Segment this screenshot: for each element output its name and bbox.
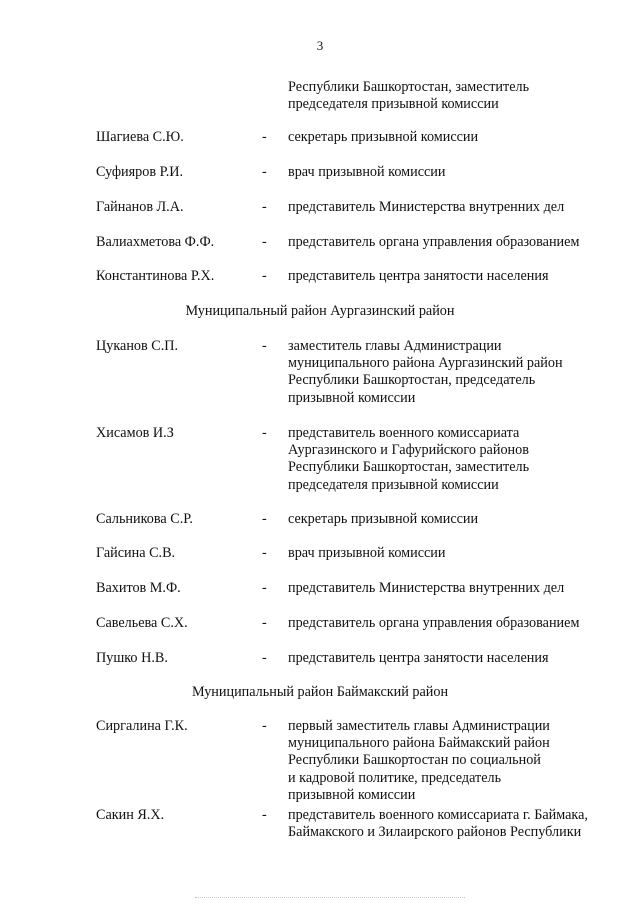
description-line: председателя призывной комиссии	[288, 96, 499, 113]
description-line: представитель Министерства внутренних дел	[288, 580, 565, 596]
member-name: Гайнанов Л.А.	[96, 199, 184, 215]
entry-description	[288, 425, 623, 494]
member-name: Савельева С.Х.	[96, 615, 188, 631]
description-line: представитель военного комиссариата г. Баймака,	[288, 807, 588, 823]
dash-separator: -	[262, 807, 267, 823]
entry-description	[288, 615, 623, 632]
member-name: Константинова Р.Х.	[96, 268, 215, 284]
description-line: Аургазинского и Гафурийского районов	[288, 442, 529, 459]
description-line: представитель военного комиссариата	[288, 425, 520, 441]
description-line: секретарь призывной комиссии	[288, 129, 479, 145]
entry-description	[288, 129, 623, 146]
description-line: муниципального района Аургазинский район	[288, 355, 563, 372]
dash-separator: -	[262, 511, 267, 527]
description-line: первый заместитель главы Администрации	[288, 718, 550, 734]
entry-description	[288, 338, 623, 407]
description-line: врач призывной комиссии	[288, 545, 446, 561]
entry-description	[288, 199, 623, 216]
member-name: Валиахметова Ф.Ф.	[96, 234, 215, 250]
entry-description	[288, 580, 623, 597]
description-line: представитель центра занятости населения	[288, 650, 549, 666]
dash-separator: -	[262, 129, 267, 145]
description-line: врач призывной комиссии	[288, 164, 446, 180]
description-line: Республики Башкортостан по социальной	[288, 752, 541, 769]
description-line: и кадровой политике, председатель	[288, 769, 502, 786]
description-line: представитель центра занятости населения	[288, 268, 549, 284]
member-name: Вахитов М.Ф.	[96, 580, 181, 596]
description-line: призывной комиссии	[288, 389, 416, 406]
member-name: Сальникова С.Р.	[96, 511, 193, 527]
entry-description	[288, 807, 623, 841]
member-name: Цуканов С.П.	[96, 338, 179, 354]
dash-separator: -	[262, 338, 267, 354]
description-line: призывной комиссии	[288, 786, 416, 803]
dash-separator: -	[262, 164, 267, 180]
entry-description	[288, 164, 623, 181]
page-number: 3	[316, 38, 324, 53]
description-line: заместитель главы Администрации	[288, 338, 502, 354]
member-name: Суфияров Р.И.	[96, 164, 184, 180]
description-line: Республики Башкортостан, заместитель	[288, 79, 530, 95]
description-line: представитель органа управления образованием	[288, 615, 580, 631]
entry-description	[288, 718, 623, 804]
district-heading: Муниципальный район Баймакский район	[191, 684, 449, 700]
entry-description	[288, 650, 623, 667]
description-line: Баймакского и Зилаирского районов Республики	[288, 824, 582, 841]
dash-separator: -	[262, 545, 267, 561]
member-name: Гайсина С.В.	[96, 545, 176, 561]
entry-description	[288, 234, 623, 251]
member-name: Сакин Я.Х.	[96, 807, 165, 823]
dash-separator: -	[262, 580, 267, 596]
description-line: муниципального района Баймакский район	[288, 735, 550, 752]
district-heading: Муниципальный район Аургазинский район	[185, 303, 455, 319]
dash-separator: -	[262, 650, 267, 666]
dash-separator: -	[262, 615, 267, 631]
dash-separator: -	[262, 425, 267, 441]
dash-separator: -	[262, 718, 267, 734]
entry-description	[288, 268, 623, 285]
description-line: Республики Башкортостан, заместитель	[288, 459, 530, 476]
entry-description	[288, 511, 623, 528]
dash-separator: -	[262, 199, 267, 215]
entry-description	[288, 79, 623, 113]
description-line: секретарь призывной комиссии	[288, 511, 479, 527]
description-line: председателя призывной комиссии	[288, 476, 499, 493]
dash-separator: -	[262, 268, 267, 284]
description-line: представитель органа управления образованием	[288, 234, 580, 250]
description-line: представитель Министерства внутренних дел	[288, 199, 565, 215]
dash-separator: -	[262, 234, 267, 250]
member-name: Сиргалина Г.К.	[96, 718, 188, 734]
member-name: Хисамов И.З	[96, 425, 174, 441]
description-line: Республики Башкортостан, председатель	[288, 372, 536, 389]
entry-description	[288, 545, 623, 562]
member-name: Шагиева С.Ю.	[96, 129, 184, 145]
scan-artifact	[195, 897, 465, 899]
member-name: Пушко Н.В.	[96, 650, 168, 666]
